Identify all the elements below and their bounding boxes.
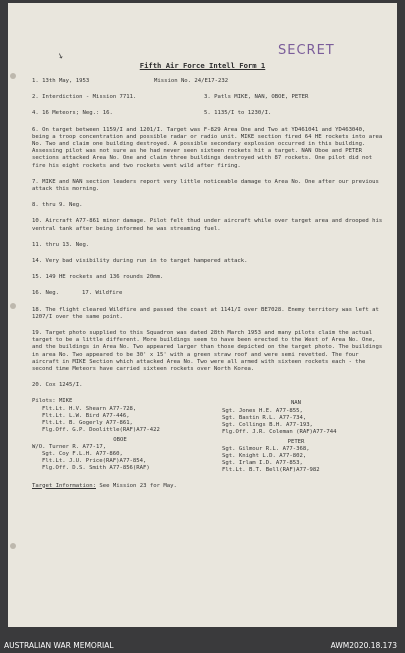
item-2: 2. Interdiction - Mission 7711. (32, 94, 137, 101)
item-row (32, 110, 384, 117)
pilot-entry: Flt.Lt. B.T. Bell(RAF)A77-982 (222, 467, 320, 474)
pilots-label: Pilots: MIKE (32, 398, 73, 405)
item-1-date: 1. 13th May, 1953 (32, 78, 90, 84)
footer-bar (0, 636, 405, 653)
item-6: 6. On target between 1159/I and 1201/I. Target was F-829 Area One and Two at YD461041 and YD463040, being a troop concentration and possible radar or radio unit. MIKE section fired 64 HE rockets into area No. Two and claim one building destroyed. A possible secondary explosion occurred in this building. Assessing pilot was not sure as he had never seen sixteen rockets hit a target. NAN Oboe and PETER sections attacked Area No. One and claim three buildings destroyed with 87 rockets. One pilot did not fire his eight rockets and two rockets went wild after firing. (32, 126, 383, 169)
secret-stamp: SECRET (278, 43, 335, 58)
item-4: 4. 16 Meteors; Neg.: 16. (32, 110, 113, 117)
item-16: 16. Neg. (32, 290, 59, 297)
pilot-entry: Flg.Off. G.P. Doolittle(RAF)A77-422 (42, 427, 160, 434)
pilot-entry: Flt.Lt. J.U. Price(RAF)A77-854, (42, 458, 147, 465)
target-info-text: See Mission 23 for May. (99, 482, 177, 489)
section-heading-oboe: OBOE (113, 436, 127, 443)
pilot-entry: Flg.Off. J.R. Coleman (RAF)A77-744 (222, 429, 337, 436)
item-17: 17. Wildfire (82, 290, 123, 297)
pilot-entry: Flt.Lt. H.V. Shearn A77-728, (42, 405, 137, 412)
form-title: Fifth Air Force Intell Form 1 (139, 61, 266, 70)
item-row (32, 290, 384, 297)
punch-hole (10, 543, 16, 549)
item-14: 14. Very bad visibility during run in to target hampered attack. (32, 258, 248, 265)
item-3: 3. Patls MIKE, NAN, OBOE, PETER (204, 94, 309, 101)
pilots-section (32, 398, 384, 474)
item-1-mission: Mission No. 24/E17-232 (154, 78, 229, 84)
pilot-entry: Sgt. Jones H.E. A77-855, (222, 407, 303, 414)
item-20: 20. Cox 1245/I. (32, 382, 83, 389)
item-10: 10. Aircraft A77-861 minor damage. Pilot felt thud under aircraft while over target area and drooped his ventral tank after being informed he was streaming fuel. (32, 218, 383, 232)
report-body (32, 78, 384, 490)
pilot-entry: Sgt. Collings B.H. A77-193, (222, 422, 313, 429)
item-15: 15. 149 HE rockets and 136 rounds 20mm. (32, 274, 164, 281)
item-row (32, 78, 384, 85)
target-info-label: Target Information: (32, 482, 96, 489)
pilot-entry: Sgt. Coy F.L.H. A77-860, (42, 450, 123, 457)
item-19: 19. Target photo supplied to this Squadron was dated 28th March 1953 and many pilots claim the actual target to be a little different. More buildings seem to have been erected to the West of Area No. One, and the buildings in Area No. Two appeared larger than those depicted on the target photo. The buildings in area No. Two appeared to be 30' x 15' with a green straw roof and were semi revetted. The four aircraft in MIKE Section which attacked Area No. Two were all armed with sixteen rockets each - the second time Meteors have carried sixteen rockets over North Korea. (32, 330, 383, 373)
pilots-left (32, 398, 208, 474)
pilot-entry: W/O. Turner R. A77-17, (32, 443, 107, 450)
item-11: 11. thru 13. Neg. (32, 241, 90, 248)
document-page (8, 3, 397, 627)
footer-institution: AUSTRALIAN WAR MEMORIAL (4, 641, 114, 650)
pilot-entry: Flt.Lt. L.W. Bird A77-446, (42, 412, 130, 419)
pilot-entry: Sgt. Bastin R.L. A77-734, (222, 414, 307, 421)
pilots-right (208, 398, 384, 474)
pilot-entry: Flt.Lt. B. Gogerly A77-861, (42, 420, 133, 427)
section-heading-peter: PETER (287, 438, 305, 445)
pilot-entry: Sgt. Knight L.D. A77-802, (222, 452, 307, 459)
pilot-entry: Sgt. Gilmour R.L. A77-368, (222, 445, 310, 452)
section-heading-nan: NAN (290, 400, 302, 407)
footer-accession-number: AWM2020.18.173 (330, 641, 397, 650)
item-row (32, 94, 384, 101)
item-7: 7. MIKE and NAN section leaders report very little noticeable damage to Area No. One after our previous attack this morning. (32, 178, 379, 193)
item-18: 18. The flight cleared Wildfire and passed the coast at 1141/I over BE7028. Enemy territory was left at 1207/I over the same point. (32, 306, 379, 320)
punch-hole (10, 303, 16, 309)
item-5: 5. 1135/I to 1230/I. (204, 110, 272, 117)
item-8: 8. thru 9. Neg. (32, 202, 83, 209)
target-information (32, 483, 384, 490)
pen-mark: ↓ (55, 49, 66, 63)
pilot-entry: Sgt. Irlam I.D. A77-853, (222, 460, 303, 467)
pilot-entry: Flg.Off. D.S. Smith A77-856(RAF) (42, 465, 150, 472)
punch-hole (10, 73, 16, 79)
